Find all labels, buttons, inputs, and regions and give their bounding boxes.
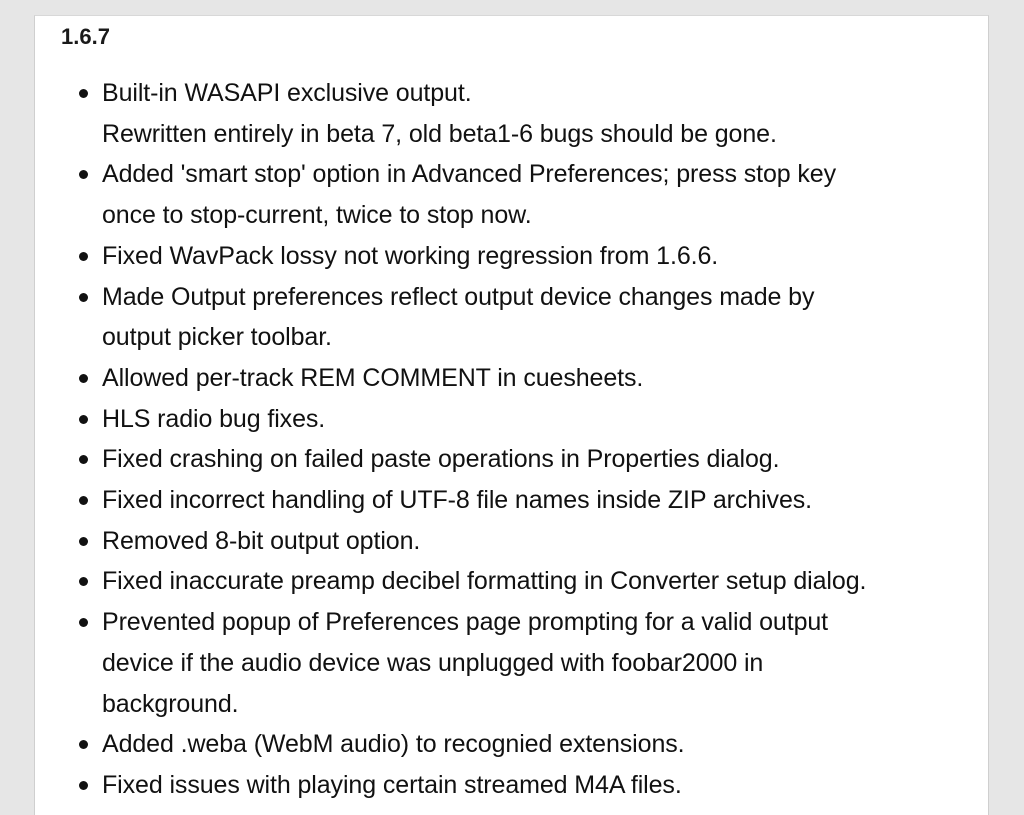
- bullet-icon: [79, 577, 88, 586]
- list-item-text: Made Output preferences reflect output device changes made by: [102, 282, 815, 311]
- changelog-page: [34, 15, 989, 815]
- list-item-text: Fixed WavPack lossy not working regression from 1.6.6.: [102, 241, 719, 270]
- list-item-text: Added .weba (WebM audio) to recognied extensions.: [102, 730, 685, 759]
- bullet-icon: [79, 781, 88, 790]
- list-item: [35, 521, 975, 562]
- list-item: [35, 724, 975, 765]
- list-item-text: Allowed per-track REM COMMENT in cuesheets.: [102, 363, 644, 392]
- list-item-text: Fixed incorrect handling of UTF-8 file names inside ZIP archives.: [102, 486, 813, 515]
- list-item-text: Rewritten entirely in beta 7, old beta1-6 bugs should be gone.: [102, 119, 777, 148]
- bullet-icon: [79, 537, 88, 546]
- list-item-text: output picker toolbar.: [102, 323, 332, 352]
- list-item-text: background.: [102, 689, 239, 718]
- version-heading: 1.6.7: [61, 24, 110, 49]
- list-item: [35, 765, 975, 806]
- bullet-icon: [79, 170, 88, 179]
- list-item: [35, 602, 975, 724]
- list-item-text: Removed 8-bit output option.: [102, 526, 421, 555]
- list-item-text: HLS radio bug fixes.: [102, 404, 326, 433]
- bullet-icon: [79, 89, 88, 98]
- list-item: [35, 399, 975, 440]
- list-item-text: Fixed inaccurate preamp decibel formatting in Converter setup dialog.: [102, 567, 867, 596]
- list-item-text: Fixed crashing on failed paste operations in Properties dialog.: [102, 445, 780, 474]
- list-item-text: Added 'smart stop' option in Advanced Preferences; press stop key: [102, 160, 837, 189]
- list-item-text: Built-in WASAPI exclusive output.: [102, 79, 472, 107]
- list-item-text: Prevented popup of Preferences page prompting for a valid output: [102, 608, 829, 637]
- bullet-icon: [79, 415, 88, 424]
- changelog-list: [35, 73, 975, 806]
- list-item-text: device if the audio device was unplugged with foobar2000 in: [102, 648, 764, 677]
- list-item: [35, 480, 975, 521]
- bullet-icon: [79, 740, 88, 749]
- list-item: [35, 154, 975, 235]
- list-item-text: Fixed issues with playing certain streamed M4A files.: [102, 770, 682, 799]
- list-item: [35, 277, 975, 358]
- bullet-icon: [79, 252, 88, 261]
- list-item-text: once to stop-current, twice to stop now.: [102, 201, 532, 230]
- list-item: [35, 358, 975, 399]
- list-item: [35, 236, 975, 277]
- list-item: [35, 73, 975, 154]
- bullet-icon: [79, 455, 88, 464]
- list-item: [35, 439, 975, 480]
- bullet-icon: [79, 496, 88, 505]
- list-item: [35, 561, 975, 602]
- bullet-icon: [79, 618, 88, 627]
- bullet-icon: [79, 374, 88, 383]
- bullet-icon: [79, 293, 88, 302]
